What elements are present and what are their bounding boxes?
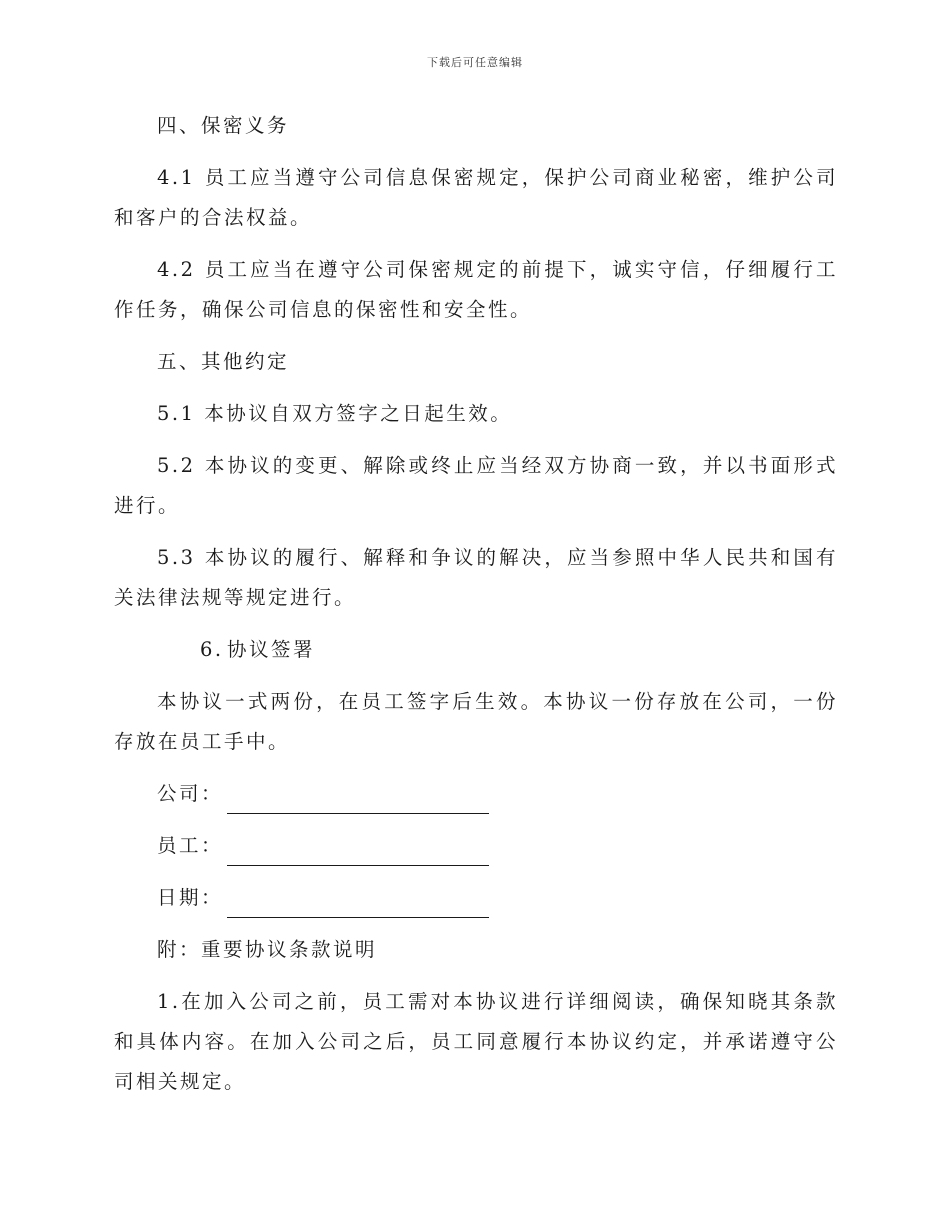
document-body [114,106,838,1114]
company-signature-field [227,785,489,814]
clause-5-2: 5.2 本协议的变更、解除或终止应当经双方协商一致，并以书面形式进行。 [114,454,838,517]
employee-signature-line [114,826,838,866]
employee-signature-field [227,837,489,866]
date-label: 日期： [157,886,224,909]
clause-4-2: 4.2 员工应当在遵守公司保密规定的前提下，诚实守信，仔细履行工作任务，确保公司信息的保密性和安全性。 [114,258,838,321]
employee-label: 员工： [157,834,224,857]
header-note: 下载后可任意编辑 [427,56,523,69]
section-6-label: 协议签署 [227,638,316,661]
section-6-body: 本协议一式两份，在员工签字后生效。本协议一份存放在公司，一份存放在员工手中。 [114,690,838,753]
appendix-item-1: 1.在加入公司之前，员工需对本协议进行详细阅读，确保知晓其条款和具体内容。在加入公司之后，员工同意履行本协议约定，并承诺遵守公司相关规定。 [114,990,838,1093]
section-6-title [114,630,838,670]
appendix-title: 附：重要协议条款说明 [157,938,378,961]
date-signature-line [114,878,838,918]
clause-5-1: 5.1 本协议自双方签字之日起生效。 [157,402,513,425]
company-signature-line [114,774,838,814]
company-label: 公司： [157,782,224,805]
section-6-number: 6. [200,638,224,661]
date-signature-field [227,889,489,918]
section-5-title: 五、其他约定 [157,350,290,373]
clause-4-1: 4.1 员工应当遵守公司信息保密规定，保护公司商业秘密，维护公司和客户的合法权益。 [114,166,838,229]
section-4-title: 四、保密义务 [157,114,290,137]
clause-5-3: 5.3 本协议的履行、解释和争议的解决，应当参照中华人民共和国有关法律法规等规定进行。 [114,546,838,609]
